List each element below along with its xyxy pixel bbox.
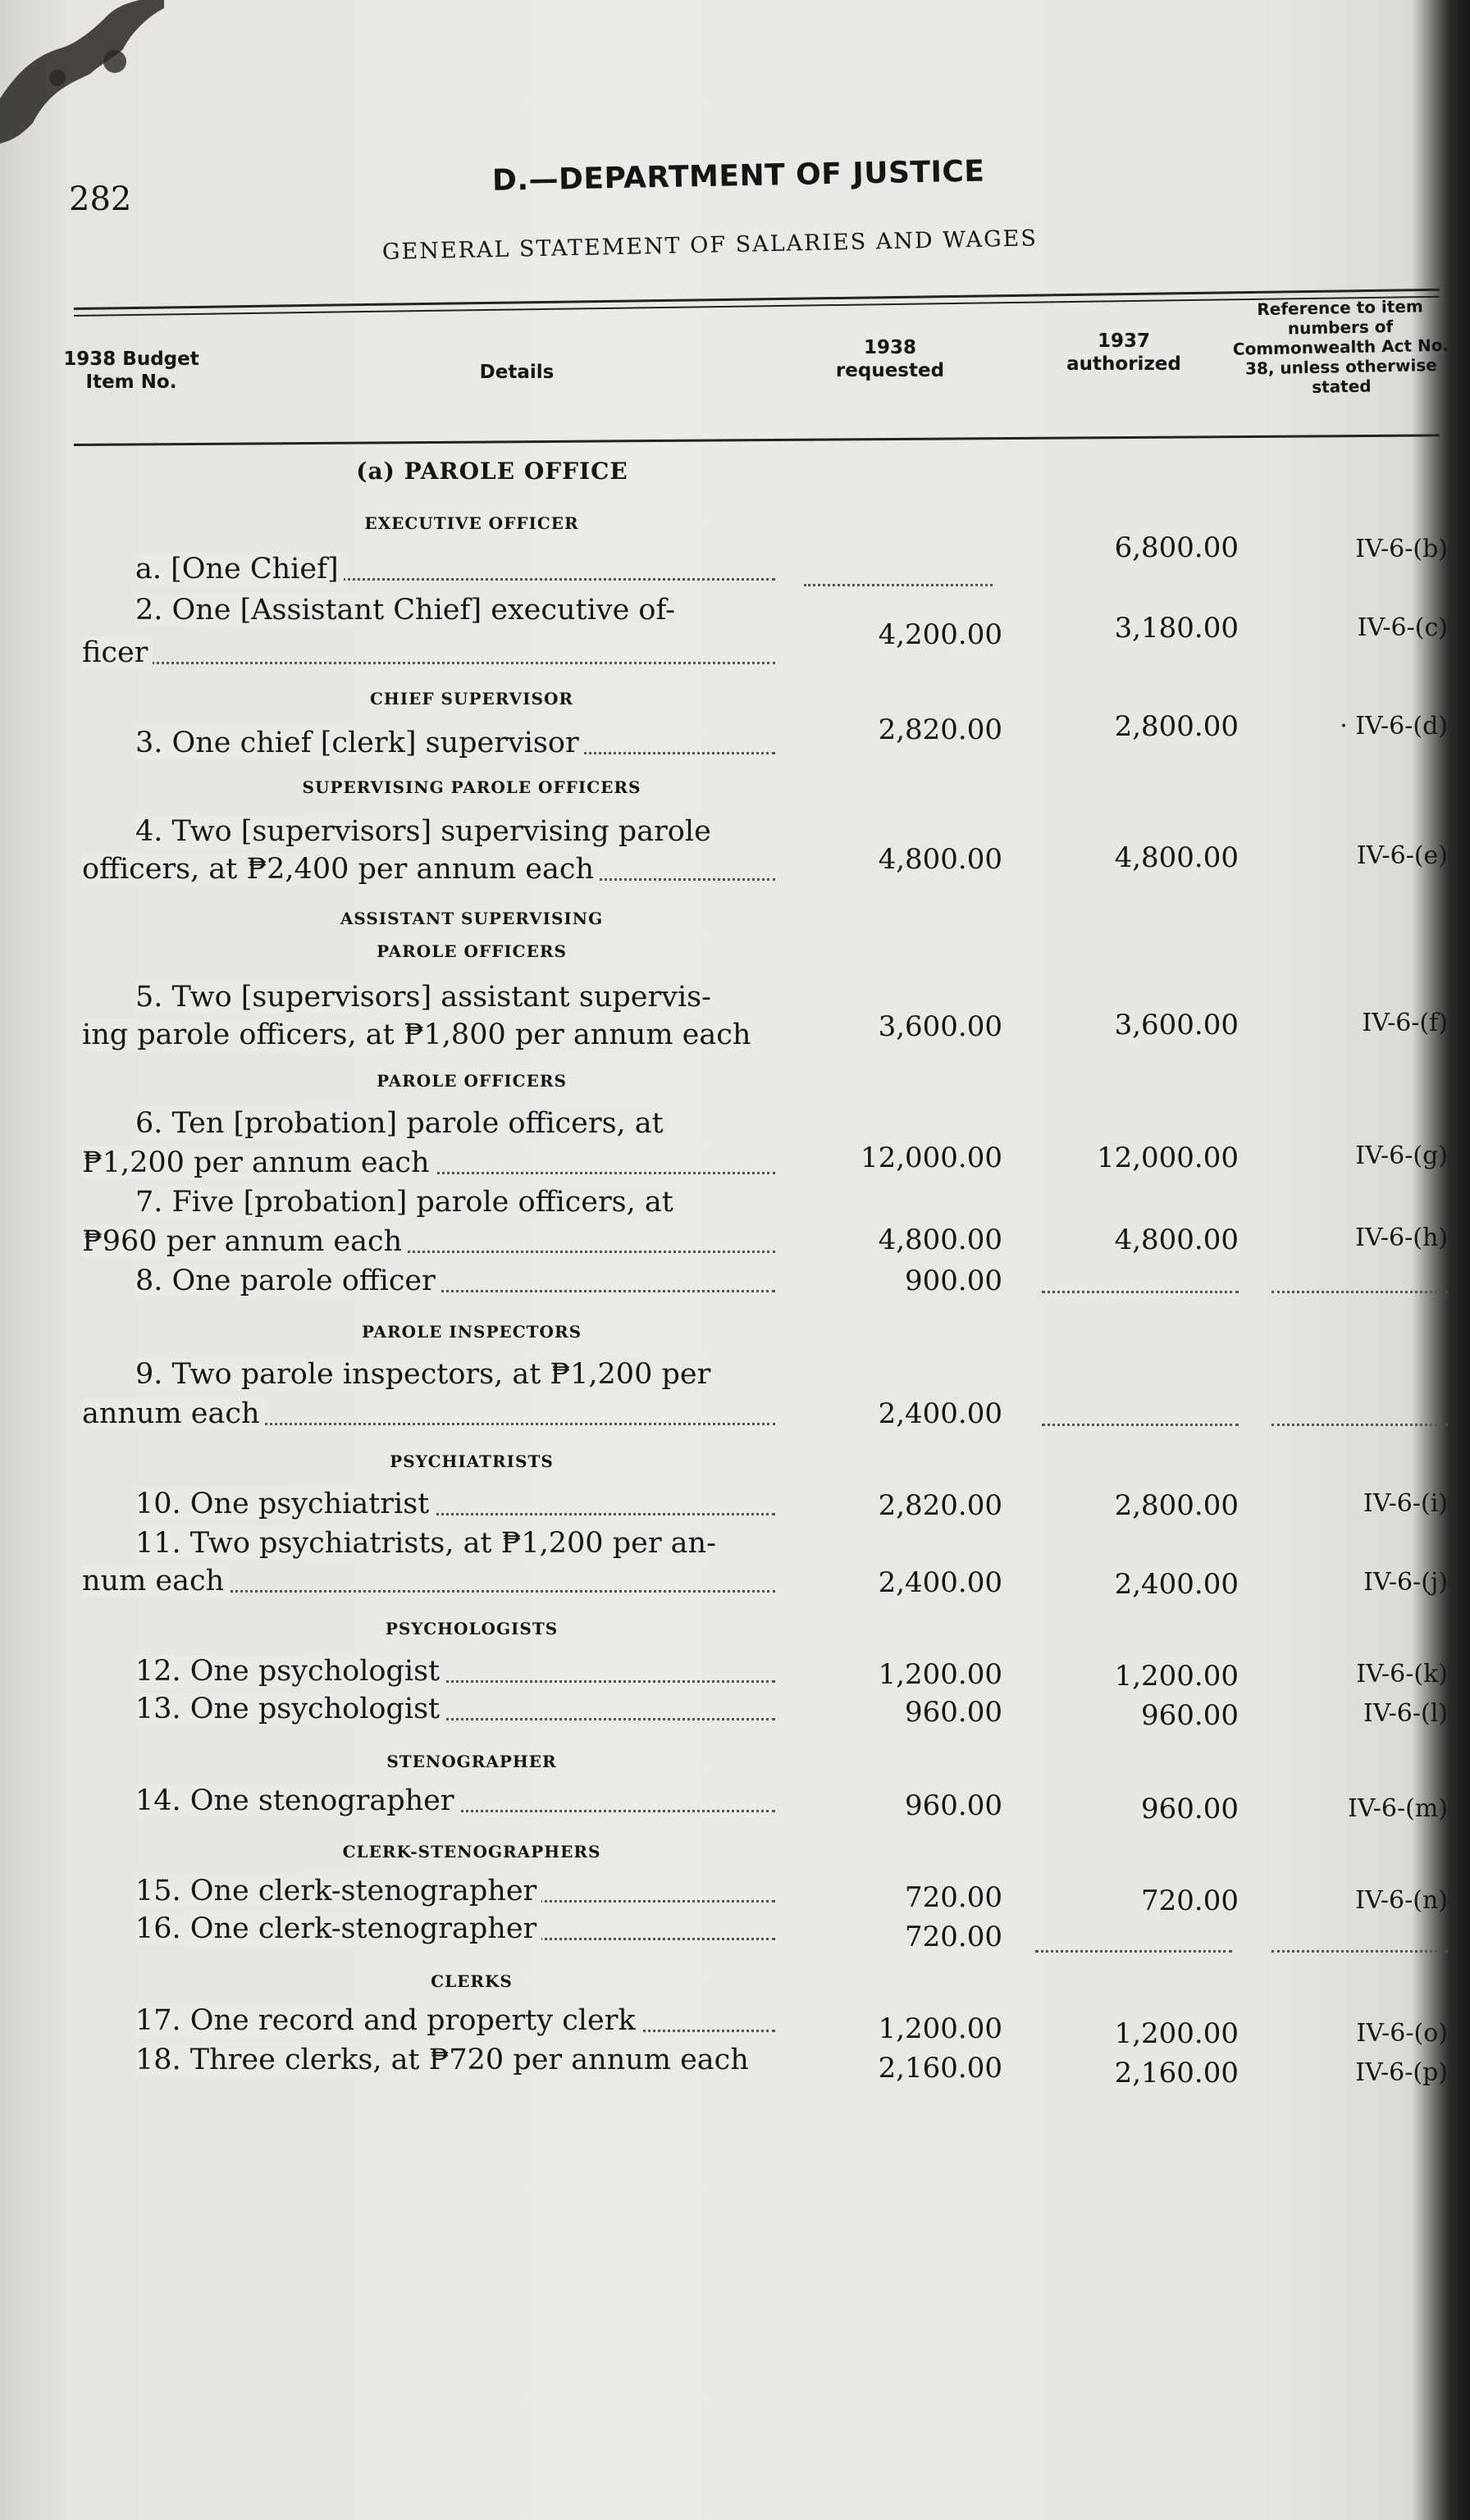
subhead-assistant-supervising: ASSISTANT SUPERVISING (340, 909, 604, 928)
requested-11: 2,400.00 (878, 1566, 1002, 1599)
line-item-12: 12. One psychologist (82, 1652, 775, 1691)
line-item-16: 16. One clerk-stenographer (82, 1909, 775, 1948)
ref-7: IV-6-(h) (1355, 1224, 1448, 1252)
ref-15: IV-6-(n) (1355, 1886, 1448, 1915)
line-item-9b: annum each (82, 1394, 775, 1433)
authorized-11: 2,400.00 (1114, 1568, 1239, 1601)
line-item-8: 8. One parole officer (82, 1261, 775, 1301)
ref-2: IV-6-(c) (1357, 613, 1448, 642)
authorized-14: 960.00 (1141, 1793, 1239, 1825)
line-item-4a: 4. Two [supervisors] supervising parole (82, 812, 775, 851)
blank-ref-16 (1271, 1950, 1448, 1953)
authorized-17: 1,200.00 (1114, 2017, 1239, 2050)
ref-6: IV-6-(g) (1355, 1142, 1448, 1170)
line-item-18: 18. Three clerks, at ₱720 per annum each (82, 2040, 775, 2080)
col-head-item-no: 1938 Budget Item No. (63, 349, 199, 393)
requested-13: 960.00 (905, 1696, 1002, 1729)
line-item-6b: ₱1,200 per annum each (82, 1143, 775, 1183)
line-item-5b: ing parole officers, at ₱1,800 per annum each (82, 1015, 775, 1055)
ref-5: IV-6-(f) (1362, 1009, 1448, 1037)
line-item-11b: num each (82, 1561, 775, 1601)
authorized-6: 12,000.00 (1096, 1142, 1239, 1174)
section-title: (a) PAROLE OFFICE (356, 458, 628, 485)
page-number: 282 (69, 180, 132, 218)
requested-17: 1,200.00 (878, 2012, 1002, 2045)
header-rule-bottom (74, 434, 1440, 446)
requested-15: 720.00 (905, 1881, 1002, 1914)
requested-3: 2,820.00 (878, 713, 1002, 746)
line-item-5a: 5. Two [supervisors] assistant supervis- (82, 977, 775, 1017)
authorized-5: 3,600.00 (1114, 1009, 1239, 1041)
line-item-7b: ₱960 per annum each (82, 1222, 775, 1261)
authorized-12: 1,200.00 (1114, 1660, 1239, 1693)
requested-2: 4,200.00 (878, 618, 1002, 651)
authorized-4: 4,800.00 (1114, 841, 1239, 874)
subhead-inspectors: PAROLE INSPECTORS (361, 1322, 582, 1342)
blank-requested-a (804, 584, 993, 586)
authorized-15: 720.00 (1141, 1884, 1239, 1917)
ref-10: IV-6-(i) (1363, 1489, 1448, 1518)
authorized-10: 2,800.00 (1114, 1489, 1239, 1522)
col-head-requested: 1938 requested (835, 337, 945, 381)
line-item-2a: 2. One [Assistant Chief] executive of- (82, 590, 775, 630)
requested-14: 960.00 (905, 1789, 1002, 1822)
ref-11: IV-6-(j) (1363, 1568, 1448, 1597)
subhead-parole-officers: PAROLE OFFICERS (377, 1071, 567, 1091)
line-item-17: 17. One record and property clerk (82, 2001, 775, 2040)
line-item-4b: officers, at ₱2,400 per annum each (82, 850, 775, 889)
line-item-15: 15. One clerk-stenographer (82, 1871, 775, 1911)
ink-blot (0, 0, 164, 148)
blank-authorized-16 (1035, 1950, 1232, 1953)
ref-12: IV-6-(k) (1356, 1660, 1448, 1688)
subhead-executive: EXECUTIVE OFFICER (364, 513, 579, 533)
authorized-a: 6,800.00 (1114, 531, 1239, 564)
subhead-clerk-stenographers: CLERK-STENOGRAPHERS (342, 1842, 601, 1862)
ref-4: IV-6-(e) (1356, 841, 1448, 870)
line-item-7a: 7. Five [probation] parole officers, at (82, 1183, 775, 1222)
requested-6: 12,000.00 (860, 1142, 1002, 1174)
requested-4: 4,800.00 (878, 843, 1002, 876)
subhead-chief-supervisor: CHIEF SUPERVISOR (369, 689, 573, 709)
requested-9: 2,400.00 (878, 1397, 1002, 1430)
requested-18: 2,160.00 (878, 2052, 1002, 2085)
subhead-psychiatrists: PSYCHIATRISTS (390, 1451, 554, 1471)
ref-a: IV-6-(b) (1355, 535, 1448, 563)
blank-authorized-9 (1042, 1424, 1239, 1426)
authorized-13: 960.00 (1141, 1699, 1239, 1732)
requested-5: 3,600.00 (878, 1010, 1002, 1043)
requested-12: 1,200.00 (878, 1658, 1002, 1691)
authorized-7: 4,800.00 (1114, 1224, 1239, 1256)
line-item-2b: ficer (82, 633, 775, 672)
general-statement-title: GENERAL STATEMENT OF SALARIES AND WAGES (381, 226, 1039, 265)
col-head-reference: Reference to item numbers of Commonwealth Act No. 38, unless otherwise stated (1232, 296, 1449, 397)
subhead-clerks: CLERKS (431, 1971, 513, 1991)
line-item-11a: 11. Two psychiatrists, at ₱1,200 per an- (82, 1524, 775, 1563)
blank-ref-9 (1271, 1424, 1448, 1426)
subhead-assistant-supervising-2: PAROLE OFFICERS (377, 941, 567, 961)
ref-3: · IV-6-(d) (1340, 712, 1448, 741)
subhead-psychologists: PSYCHOLOGISTS (385, 1619, 559, 1638)
ref-18: IV-6-(p) (1355, 2058, 1448, 2087)
line-item-10: 10. One psychiatrist (82, 1484, 775, 1524)
authorized-3: 2,800.00 (1114, 710, 1239, 743)
authorized-18: 2,160.00 (1114, 2057, 1239, 2089)
col-head-details: Details (479, 362, 555, 383)
line-item-a: a. [One Chief] (82, 549, 775, 589)
line-item-14: 14. One stenographer (82, 1781, 775, 1821)
line-item-13: 13. One psychologist (82, 1689, 775, 1729)
requested-16: 720.00 (905, 1921, 1002, 1953)
ref-14: IV-6-(m) (1348, 1794, 1448, 1823)
requested-8: 900.00 (905, 1265, 1002, 1297)
subhead-supervising: SUPERVISING PAROLE OFFICERS (302, 777, 641, 797)
line-item-3: 3. One chief [clerk] supervisor (82, 723, 775, 763)
blank-ref-8 (1271, 1291, 1448, 1293)
department-title: D.—DEPARTMENT OF JUSTICE (491, 154, 985, 198)
col-head-authorized: 1937 authorized (1066, 330, 1181, 375)
blank-authorized-8 (1042, 1291, 1239, 1293)
subhead-stenographer: STENOGRAPHER (386, 1752, 557, 1771)
line-item-9a: 9. Two parole inspectors, at ₱1,200 per (82, 1355, 775, 1394)
ref-13: IV-6-(l) (1363, 1699, 1448, 1728)
requested-10: 2,820.00 (878, 1489, 1002, 1522)
ref-17: IV-6-(o) (1356, 2019, 1448, 2048)
authorized-2: 3,180.00 (1114, 612, 1239, 645)
requested-7: 4,800.00 (878, 1224, 1002, 1256)
line-item-6a: 6. Ten [probation] parole officers, at (82, 1104, 775, 1143)
